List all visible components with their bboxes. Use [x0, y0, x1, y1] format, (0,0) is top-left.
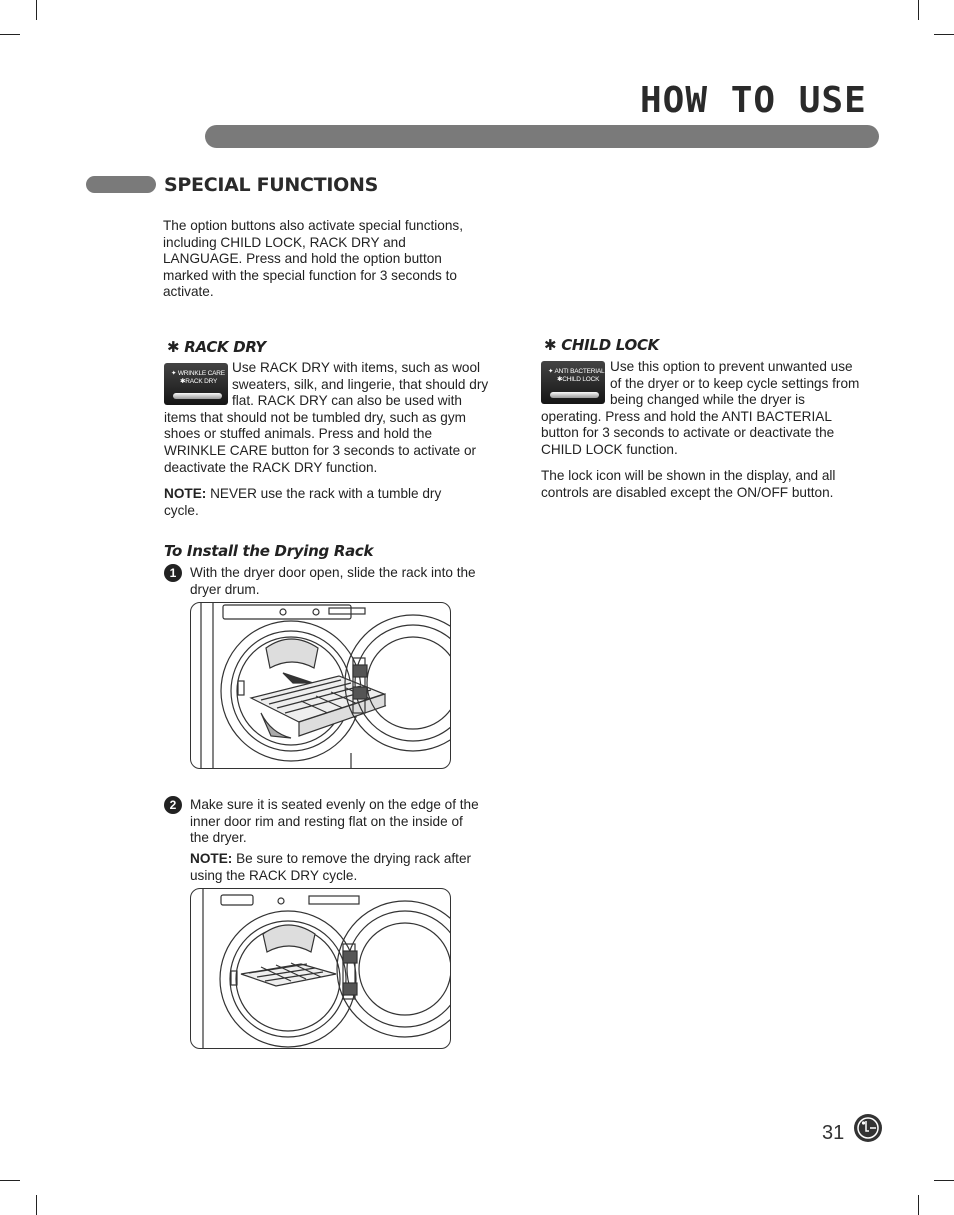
- dryer-rack-sliding-illustration: [190, 602, 451, 769]
- crop-mark: [36, 1195, 37, 1215]
- note-text: NEVER use the rack with a tumble dry cycle.: [164, 486, 442, 518]
- panel-sub-label: ✱RACK DRY: [180, 378, 218, 385]
- crop-mark: [0, 34, 20, 35]
- child-lock-body-2: The lock icon will be shown in the display, and all controls are disabled except the ON/OFF button.: [541, 468, 836, 500]
- crop-mark: [918, 1195, 919, 1215]
- page-title: HOW TO USE: [640, 80, 867, 121]
- panel-sub-label: ✱CHILD LOCK: [557, 376, 600, 383]
- rack-dry-note: [164, 486, 454, 519]
- section-bar: [86, 176, 156, 193]
- dryer-illustration-svg: [191, 603, 450, 768]
- dryer-illustration-svg: [191, 889, 450, 1048]
- child-lock-body: [541, 359, 861, 459]
- section-intro: The option buttons also activate special functions, including CHILD LOCK, RACK DRY and LANGUAGE. Press and hold the option button marked with the special function for 3 seconds to activate.: [163, 218, 463, 300]
- crop-mark: [934, 34, 954, 35]
- rack-dry-body: [164, 360, 490, 476]
- lg-logo-icon: [853, 1113, 883, 1143]
- asterisk-icon: ✱: [544, 336, 557, 354]
- child-lock-heading-text: CHILD LOCK: [561, 336, 660, 354]
- install-heading: To Install the Drying Rack: [164, 542, 374, 560]
- child-lock-heading: [544, 336, 659, 354]
- section-title: SPECIAL FUNCTIONS: [164, 174, 378, 196]
- page-number: 31: [822, 1122, 845, 1144]
- note-text: Be sure to remove the drying rack after using the RACK DRY cycle.: [190, 851, 472, 883]
- step-2-note: [190, 851, 475, 884]
- dryer-rack-seated-illustration: [190, 888, 451, 1049]
- rack-dry-body-text: Use RACK DRY with items, such as wool sweaters, silk, and lingerie, that should dry flat. RACK DRY can also be used with items that should not be tumbled dry, such as gym shoes or stuffed animals. Press and hold the WRINKLE CARE button for 3 seconds to activate or deactivate the RACK DRY function.: [164, 360, 489, 475]
- note-label: NOTE:: [164, 486, 207, 501]
- crop-mark: [934, 1180, 954, 1181]
- asterisk-icon: ✱: [167, 338, 180, 356]
- step-2-text: Make sure it is seated evenly on the edge of the inner door rim and resting flat on the inside of the dryer.: [190, 797, 479, 846]
- note-label: NOTE:: [190, 851, 233, 866]
- rack-dry-heading: [167, 338, 266, 356]
- step-number-1: 1: [164, 564, 182, 582]
- crop-mark: [918, 0, 919, 20]
- crop-mark: [36, 0, 37, 20]
- step-1-text: With the dryer door open, slide the rack into the dryer drum.: [190, 565, 476, 597]
- child-lock-body-text: Use this option to prevent unwanted use of the dryer or to keep cycle settings from being changed while the dryer is operating. Press and hold the ANTI BACTERIAL button for 3 seconds to activate or deactivate the CHILD LOCK function.: [541, 359, 860, 457]
- rack-dry-heading-text: RACK DRY: [184, 338, 266, 356]
- crop-mark: [0, 1180, 20, 1181]
- step-number-2: 2: [164, 796, 182, 814]
- panel-label: ✦ WRINKLE CARE: [171, 370, 225, 377]
- header-bar: [205, 125, 879, 148]
- panel-label: ✦ ANTI BACTERIAL: [548, 368, 605, 375]
- lg-logo-svg: [853, 1113, 883, 1143]
